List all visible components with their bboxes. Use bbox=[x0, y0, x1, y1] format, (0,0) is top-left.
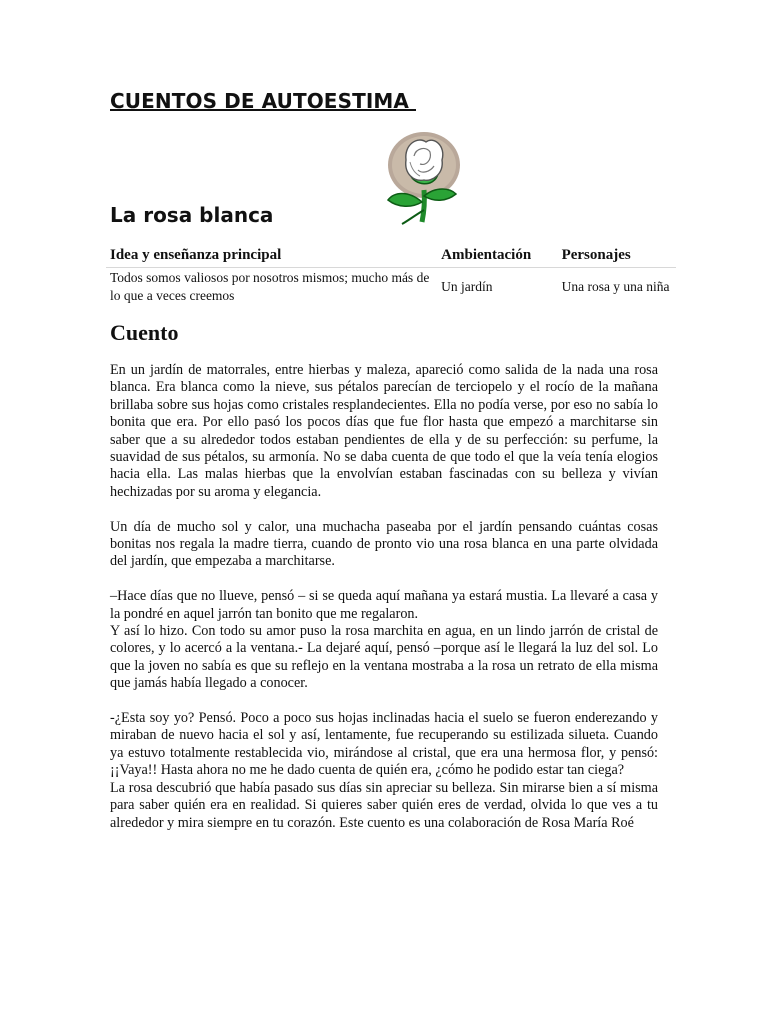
paragraph: La rosa descubrió que había pasado sus días sin apreciar su belleza. Sin mirarse bien a sí misma para saber quién era en realidad. Si quieres saber quién eres de verdad, olvida lo que ves a tu alrededor y mira siempre en tu corazón. Este cuento es una colaboración de Rosa María Roé bbox=[110, 779, 658, 831]
paragraph: En un jardín de matorrales, entre hierbas y maleza, apareció como salida de la nada una rosa blanca. Era blanca como la nieve, sus pétalos parecían de terciopelo y el rocío de la mañana brillaba sobre sus hojas como cristales resplandecientes. Ella no podía verse, por eso no sabía lo bonita que era. Por ello pasó los pocos días que fue flor hasta que empezó a marchitarse sin saber que a su alrededor todos estaban pendientes de ella y de su perfección: su perfume, la suavidad de sus pétalos, su armonía. No se daba cuenta de que todo el que la veía tenía elogios hacia ella. Las malas hierbas que la envolvían estaban fascinadas con su belleza y vivían hechizadas por su aroma y elegancia. bbox=[110, 362, 658, 500]
story-body bbox=[110, 362, 658, 832]
paragraph: -¿Esta soy yo? Pensó. Poco a poco sus hojas inclinadas hacia el suelo se fueron enderezando y miraban de nuevo hacia el sol y así, lentamente, fue recuperando su estilizada silueta. Cuando ya estuvo totalmente restablecida vio, mirándose al cristal, que era una hermosa flor, y pensó: ¡¡Vaya!! Hasta ahora no me he dado cuenta de quién era, ¿cómo he podido estar tan ciega? bbox=[110, 710, 658, 779]
paragraph: Un día de mucho sol y calor, una muchacha paseaba por el jardín pensando cuántas cosas bonitas nos regala la madre tierra, cuando de pronto vio una rosa blanca en una parte olvidada del jardín, que empezaba a marchitarse. bbox=[110, 518, 658, 570]
story-title: La rosa blanca bbox=[110, 203, 274, 227]
paragraph: Y así lo hizo. Con todo su amor puso la rosa marchita en agua, en un lindo jarrón de cristal de colores, y lo acercó a la ventana.- La dejaré aquí, pensó –porque así le llegará la luz del sol. Lo que la joven no sabía es que su reflejo en la ventana mostraba a la rosa un retrato de ella misma que jamás había llegado a conocer. bbox=[110, 623, 658, 692]
document-title: CUENTOS DE AUTOESTIMA bbox=[110, 89, 416, 113]
section-heading: Cuento bbox=[110, 320, 179, 345]
header-personajes: Personajes bbox=[558, 245, 676, 268]
header-ambientacion: Ambientación bbox=[437, 245, 557, 268]
paragraph: –Hace días que no llueve, pensó – si se queda aquí mañana ya estará mustia. La llevaré a casa y la pondré en aquel jarrón tan bonito que me regalaron. bbox=[110, 588, 658, 622]
cell-ambientacion: Un jardín bbox=[441, 279, 493, 294]
header-idea: Idea y enseñanza principal bbox=[106, 245, 437, 268]
white-rose-icon bbox=[384, 130, 464, 225]
table-header-row bbox=[106, 245, 676, 268]
cell-personajes: Una rosa y una niña bbox=[561, 279, 670, 294]
table-row bbox=[106, 268, 676, 307]
cell-idea: Todos somos valiosos por nosotros mismos; mucho más de lo que a veces creemos bbox=[110, 270, 430, 303]
story-info-table bbox=[106, 245, 676, 306]
